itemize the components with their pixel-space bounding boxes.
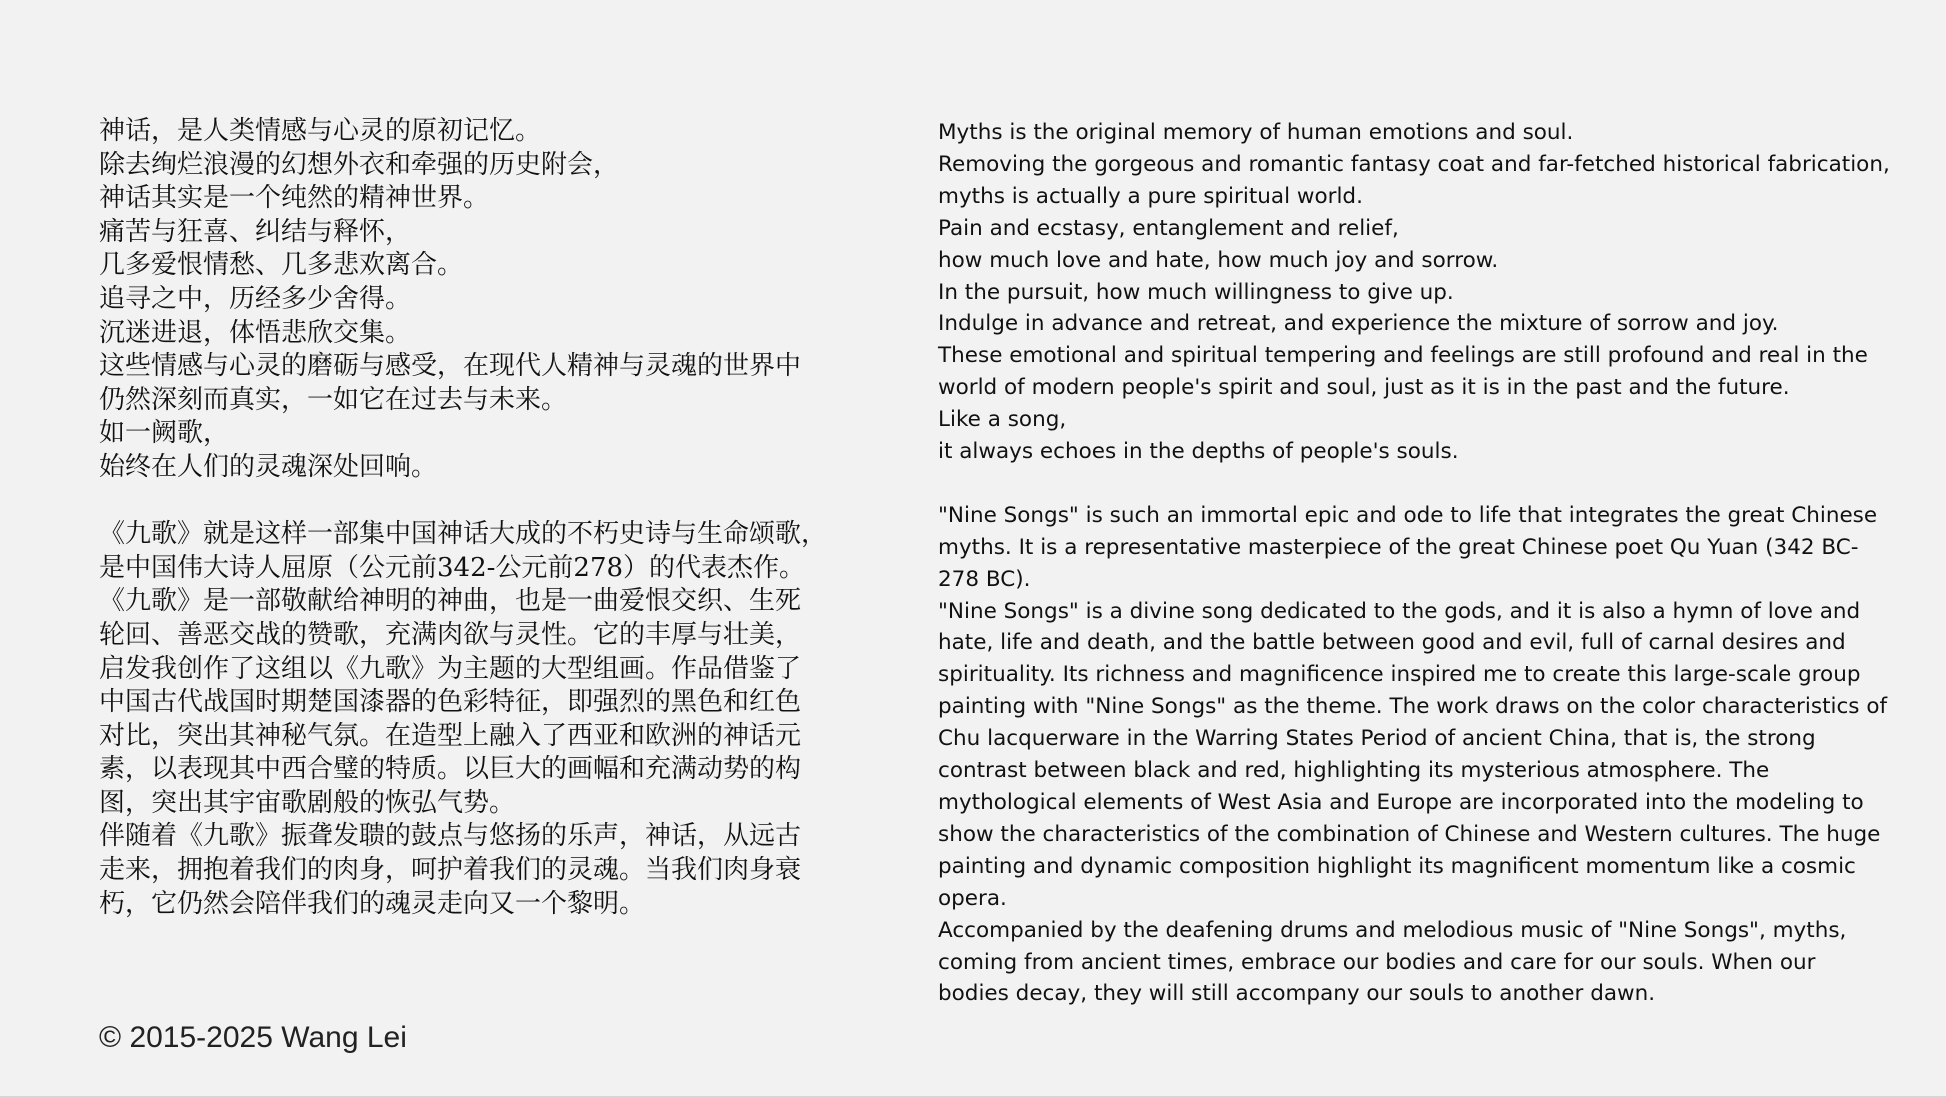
english-paragraph-1: [938, 117, 1898, 468]
text-line: 图，突出其宇宙歌剧般的恢弘气势。: [99, 787, 516, 818]
text-line: 朽，它仍然会陪伴我们的魂灵走向又一个黎明。: [99, 888, 646, 919]
text-line: 278 BC).: [938, 566, 1031, 592]
text-line: myths. It is a representative masterpiece of the great Chinese poet Qu Yuan (342 BC-: [938, 534, 1859, 560]
text-line: how much love and hate, how much joy and sorrow.: [938, 247, 1499, 273]
text-line: 追寻之中，历经多少舍得。: [99, 283, 412, 314]
text-line: 神话，是人类情感与心灵的原初记忆。: [99, 116, 542, 146]
text-line: 《九歌》是一部敬献给神明的神曲，也是一曲爱恨交织、生死: [99, 586, 802, 617]
text-line: myths is actually a pure spiritual world.: [938, 183, 1363, 209]
text-line: 始终在人们的灵魂深处回响。: [99, 451, 438, 482]
text-line: 几多爱恨情愁、几多悲欢离合。: [99, 250, 464, 281]
paragraph-gap: [938, 468, 1898, 500]
text-line: 素，以表现其中西合璧的特质。以巨大的画幅和充满动势的构: [99, 754, 802, 785]
text-line: 启发我创作了这组以《九歌》为主题的大型组画。作品借鉴了: [99, 653, 802, 684]
text-line: show the characteristics of the combination of Chinese and Western cultures. The huge: [938, 821, 1881, 847]
copyright-notice: © 2015-2025 Wang Lei: [99, 1021, 407, 1054]
text-line: 除去绚烂浪漫的幻想外衣和牵强的历史附会，: [99, 149, 620, 180]
paragraph-gap: [99, 485, 899, 519]
text-line: painting and dynamic composition highlight its magnificent momentum like a cosmic: [938, 853, 1856, 879]
chinese-text-column: [99, 115, 899, 921]
text-line: coming from ancient times, embrace our bodies and care for our souls. When our: [938, 949, 1816, 975]
text-line: Chu lacquerware in the Warring States Period of ancient China, that is, the strong: [938, 726, 1816, 752]
text-line: hate, life and death, and the battle between good and evil, full of carnal desires and: [938, 630, 1846, 656]
text-line: Removing the gorgeous and romantic fantasy coat and far-fetched historical fabrication,: [938, 151, 1890, 177]
text-line: Accompanied by the deafening drums and melodious music of "Nine Songs", myths,: [938, 917, 1847, 943]
text-line: Indulge in advance and retreat, and experience the mixture of sorrow and joy.: [938, 311, 1779, 337]
text-line: Like a song,: [938, 407, 1067, 433]
text-line: it always echoes in the depths of people's souls.: [938, 439, 1459, 465]
text-line: 轮回、善恶交战的赞歌，充满肉欲与灵性。它的丰厚与壮美，: [99, 619, 802, 650]
text-line: 是中国伟大诗人屈原（公元前342-公元前278）的代表杰作。: [99, 552, 806, 583]
text-line: Myths is the original memory of human emotions and soul.: [938, 120, 1574, 145]
text-line: world of modern people's spirit and soul, just as it is in the past and the future.: [938, 375, 1790, 401]
english-paragraph-2: [938, 500, 1898, 1011]
text-line: "Nine Songs" is a divine song dedicated to the gods, and it is also a hymn of love and: [938, 598, 1861, 624]
text-line: 中国古代战国时期楚国漆器的色彩特征，即强烈的黑色和红色: [99, 687, 802, 718]
text-line: 神话其实是一个纯然的精神世界。: [99, 183, 490, 214]
text-line: Pain and ecstasy, entanglement and relief,: [938, 215, 1399, 241]
text-line: 《九歌》就是这样一部集中国神话大成的不朽史诗与生命颂歌，: [99, 519, 828, 550]
text-line: mythological elements of West Asia and Europe are incorporated into the modeling to: [938, 790, 1864, 816]
text-line: 对比，突出其神秘气氛。在造型上融入了西亚和欧洲的神话元: [99, 720, 802, 751]
chinese-paragraph-2: [99, 518, 899, 921]
text-line: These emotional and spiritual tempering and feelings are still profound and real in the: [938, 343, 1868, 369]
text-line: In the pursuit, how much willingness to give up.: [938, 279, 1454, 305]
text-line: contrast between black and red, highlighting its mysterious atmosphere. The: [938, 758, 1770, 784]
text-line: 如一阙歌，: [99, 418, 230, 449]
text-line: "Nine Songs" is such an immortal epic and ode to life that integrates the great Chinese: [938, 502, 1878, 528]
text-line: 痛苦与狂喜、纠结与释怀，: [99, 216, 412, 247]
text-line: spirituality. Its richness and magnificence inspired me to create this large-scale group: [938, 662, 1861, 688]
text-line: 这些情感与心灵的磨砺与感受，在现代人精神与灵魂的世界中: [99, 351, 802, 382]
text-line: opera.: [938, 885, 1007, 911]
text-line: 沉迷进退，体悟悲欣交集。: [99, 317, 412, 348]
text-line: painting with "Nine Songs" as the theme. The work draws on the color characteristics of: [938, 694, 1888, 720]
text-line: 走来，拥抱着我们的肉身，呵护着我们的灵魂。当我们肉身衰: [99, 855, 802, 886]
text-line: 仍然深刻而真实，一如它在过去与未来。: [99, 384, 568, 415]
text-line: bodies decay, they will still accompany our souls to another dawn.: [938, 981, 1656, 1007]
english-text-column: [938, 117, 1898, 1010]
text-line: 伴随着《九歌》振聋发聩的鼓点与悠扬的乐声，神话，从远古: [99, 821, 802, 852]
chinese-paragraph-1: [99, 115, 899, 485]
